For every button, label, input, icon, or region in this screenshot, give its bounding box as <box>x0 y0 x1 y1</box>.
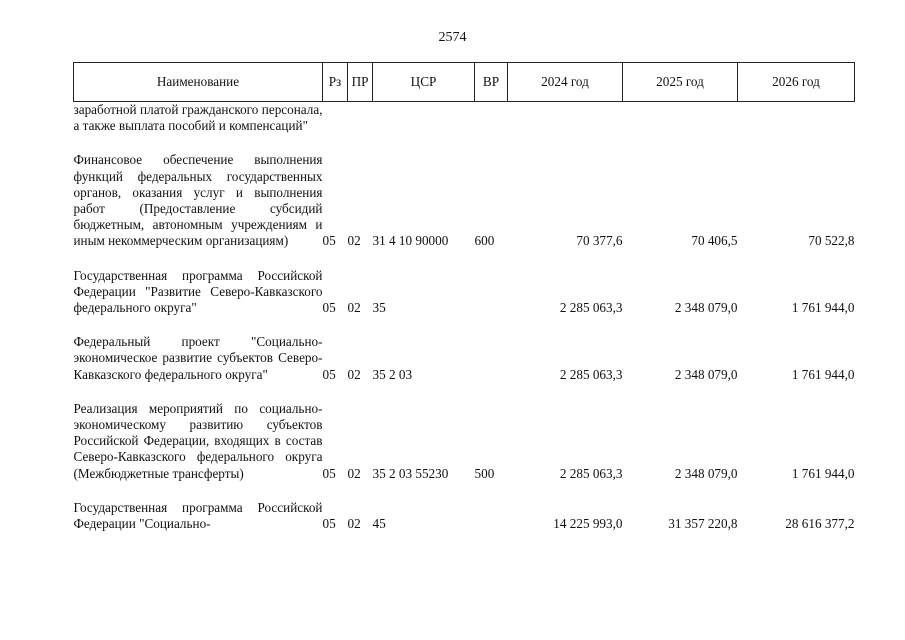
table-row <box>74 482 855 532</box>
page-number: 2574 <box>438 30 467 45</box>
row-2026: 1 761 944,0 <box>791 366 855 382</box>
row-name: заработной платой гражданского персонала, а также выплата пособий и компенсаций" <box>73 102 323 134</box>
row-name: Государственная программа Российской Федерации "Развитие Северо-Кавказского федерального округа" <box>73 267 323 316</box>
row-2025: 2 348 079,0 <box>674 465 738 481</box>
row-name: Федеральный проект "Социально-экономическое развитие субъектов Северо-Кавказского федерального округа" <box>73 334 323 382</box>
row-2025: 2 348 079,0 <box>674 300 738 316</box>
table-row <box>74 102 855 135</box>
row-2024: 2 285 063,3 <box>559 300 623 316</box>
row-2024: 2 285 063,3 <box>559 465 623 481</box>
row-2025: 31 357 220,8 <box>668 516 738 532</box>
row-2026: 70 522,8 <box>808 233 855 249</box>
row-rz: 05 <box>322 465 336 481</box>
row-name: Финансовое обеспечение выполнения функций федеральных государственных органов, оказания услуг и выполнения работ (Предоставление субсидий бюджетным, автономным учреждениям и иным некоммерческим организациям) <box>73 152 323 249</box>
header-2025: 2025 год <box>623 63 738 102</box>
row-vr: 600 <box>474 233 495 249</box>
row-2024: 2 285 063,3 <box>559 366 623 382</box>
row-name: Государственная программа Российской Федерации "Социально- <box>73 499 323 532</box>
row-vr <box>475 250 508 317</box>
row-vr <box>475 102 508 135</box>
row-csr: 31 4 10 90000 <box>372 233 449 249</box>
row-rz: 05 <box>322 366 336 382</box>
table-header-row <box>74 63 855 102</box>
header-name: Наименование <box>74 63 323 102</box>
row-2024: 14 225 993,0 <box>553 516 623 532</box>
table-row <box>74 383 855 482</box>
row-2026: 1 761 944,0 <box>791 465 855 481</box>
row-2025 <box>623 102 738 135</box>
row-pr: 02 <box>347 366 361 382</box>
row-rz: 05 <box>322 300 336 316</box>
row-vr <box>475 482 508 532</box>
row-2025: 2 348 079,0 <box>674 366 738 382</box>
header-csr: ЦСР <box>373 63 475 102</box>
row-csr: 35 2 03 55230 <box>372 465 449 481</box>
row-pr: 02 <box>347 516 361 532</box>
row-pr: 02 <box>347 465 361 481</box>
row-csr: 35 <box>372 300 386 316</box>
row-csr <box>373 102 475 135</box>
row-name: Реализация мероприятий по социально-экономическому развитию субъектов Российской Федерации, входящих в состав Северо-Кавказского федерального округа (Межбюджетные трансферты) <box>73 400 323 481</box>
row-2025: 70 406,5 <box>691 233 738 249</box>
row-pr: 02 <box>347 233 361 249</box>
row-csr: 45 <box>372 516 386 532</box>
row-rz: 05 <box>322 233 336 249</box>
row-2024: 70 377,6 <box>576 233 623 249</box>
header-vr: ВР <box>475 63 508 102</box>
table-row <box>74 250 855 317</box>
row-rz <box>323 102 348 135</box>
row-2026: 28 616 377,2 <box>785 516 855 532</box>
table-row <box>74 134 855 249</box>
header-rz: Рз <box>323 63 348 102</box>
header-2024: 2024 год <box>508 63 623 102</box>
row-rz: 05 <box>322 516 336 532</box>
row-vr <box>475 316 508 383</box>
table-row <box>74 316 855 383</box>
header-2026: 2026 год <box>738 63 855 102</box>
budget-table <box>73 62 855 532</box>
row-2026: 1 761 944,0 <box>791 300 855 316</box>
header-pr: ПР <box>348 63 373 102</box>
row-csr: 35 2 03 <box>372 366 413 382</box>
row-pr <box>348 102 373 135</box>
row-2024 <box>508 102 623 135</box>
row-2026 <box>738 102 855 135</box>
row-pr: 02 <box>347 300 361 316</box>
row-vr: 500 <box>474 465 495 481</box>
